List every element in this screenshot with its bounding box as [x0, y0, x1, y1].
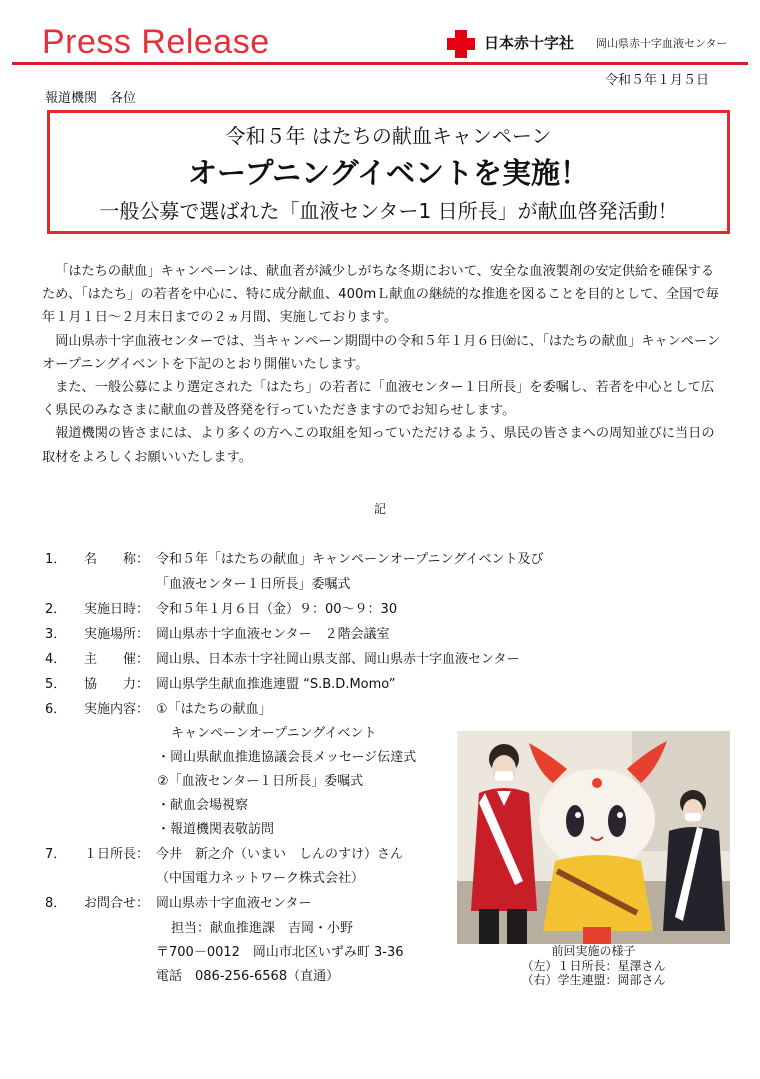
paragraph: 報道機関の皆さまには、より多くの方へこの取組を知っていただけるよう、県民の皆さまへの周知並びに当日の取材をよろしくお願いいたします。: [42, 426, 715, 465]
photo-caption: [457, 944, 730, 988]
item-value: ・岡山県献血推進協議会長メッセージ伝達式: [157, 750, 417, 765]
event-photo: [457, 731, 730, 944]
item-label: 実施日時：: [84, 602, 150, 617]
header-divider: [12, 62, 748, 65]
item-value: 「血液センター１日所長」委嘱式: [156, 577, 351, 592]
paragraph: 岡山県赤十字血液センターでは、当キャンペーン期間中の令和５年１月６日㈮に、「はたちの献血」キャンペーンオープニングイベントを下記のとおり開催いたします。: [42, 333, 721, 372]
ki-heading: 記: [373, 502, 386, 516]
item-value: キャンペーンオープニングイベント: [171, 726, 377, 741]
body-text: [42, 260, 722, 469]
headline-line1: 令和５年 はたちの献血キャンペーン: [225, 124, 552, 148]
release-date: 令和５年１月５日: [604, 73, 709, 88]
item-label: 名 称：: [84, 552, 150, 567]
item-value: 令和５年「はたちの献血」キャンペーンオープニングイベント及び: [156, 552, 544, 567]
organization-name: 日本赤十字社: [484, 34, 575, 52]
item-value: 岡山県赤十字血液センター ２階会議室: [156, 627, 390, 642]
item-value: 岡山県、日本赤十字社岡山県支部、岡山県赤十字血液センター: [156, 652, 520, 667]
red-cross-logo-icon: [444, 27, 478, 61]
item-number: 6．: [45, 702, 67, 717]
item-value: ①「はたちの献血」: [156, 702, 272, 717]
item-label: 主 催：: [84, 652, 150, 667]
paragraph: 「はたちの献血」キャンペーンは、献血者が減少しがちな冬期において、安全な血液製剤の安定供給を確保するため、「はたち」の若者を中心に、特に成分献血、400mＬ献血の継続的な推進を図ることを目的として、全国で毎年１月１日～２月末日までの２ヵ月間、実施しております。: [42, 264, 719, 326]
item-number: 1．: [45, 552, 67, 567]
caption-title: 前回実施の様子: [551, 944, 636, 958]
item-label: お問合せ：: [84, 896, 150, 911]
headline-line3: 一般公募で選ばれた「血液センター1 日所長」が献血啓発活動！: [99, 199, 678, 223]
item-label: 協 力：: [84, 677, 150, 692]
item-value: ②「血液センター１日所長」委嘱式: [157, 774, 364, 789]
item-number: 4．: [45, 652, 67, 667]
item-value: 〒700－0012 岡山市北区いずみ町 3-36: [156, 945, 404, 960]
item-value: 担当：献血推進課 吉岡・小野: [171, 921, 354, 936]
headline-main: オープニングイベントを実施！: [187, 156, 590, 190]
item-label: 実施場所：: [84, 627, 150, 642]
item-value: 岡山県赤十字血液センター: [156, 896, 312, 911]
press-release-title: Press Release: [42, 23, 270, 61]
item-number: 8．: [45, 896, 67, 911]
item-number: 3．: [45, 627, 67, 642]
event-photo-illustration: [457, 731, 730, 944]
item-label: 実施内容：: [84, 702, 150, 717]
item-value: 電話 086-256-6568（直通）: [156, 969, 340, 984]
center-name: 岡山県赤十字血液センター: [596, 37, 728, 50]
headline-box: [47, 110, 730, 234]
item-label: １日所長：: [84, 847, 150, 862]
item-value: 令和５年１月６日（金）９：00～９：30: [156, 602, 398, 617]
recipients: 報道機関 各位: [45, 91, 137, 106]
item-value: 今井 新之介（いまい しんのすけ）さん: [156, 847, 404, 862]
item-value: ・報道機関表敬訪問: [157, 822, 275, 837]
paragraph: また、一般公募により選定された「はたち」の若者に「血液センター１日所長」を委嘱し、若者を中心として広く県民のみなさまに献血の普及啓発を行っていただきますのでお知らせします。: [42, 380, 715, 419]
item-number: 7．: [45, 847, 67, 862]
item-value: 岡山県学生献血推進連盟 “S.B.D.Momo”: [156, 677, 396, 692]
caption-left: （左）１日所長：星澤さん: [521, 958, 666, 973]
item-value: ・献血会場視察: [157, 798, 249, 813]
item-value: （中国電力ネットワーク株式会社）: [156, 871, 365, 886]
item-number: 2．: [45, 602, 67, 617]
item-number: 5．: [45, 677, 67, 692]
caption-right: （右）学生連盟：岡部さん: [521, 973, 666, 987]
